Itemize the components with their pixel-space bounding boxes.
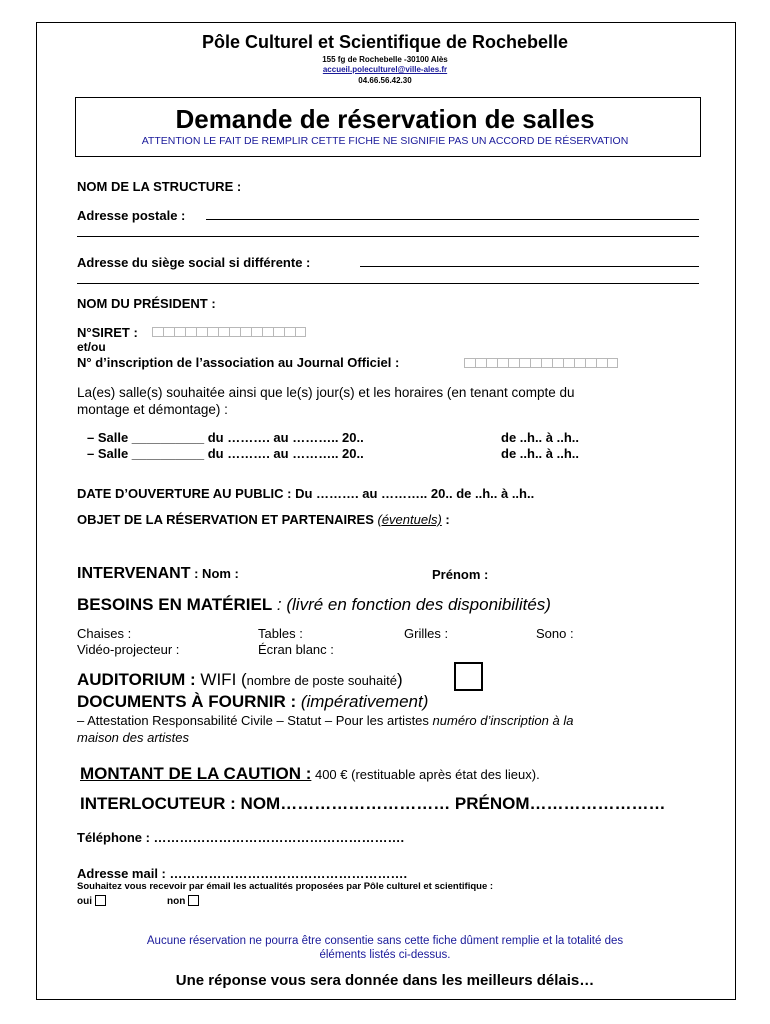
newsletter-question: Souhaitez vous recevoir par émail les actualités proposées par Pôle culturel et scientifique : <box>77 881 494 892</box>
salles-intro-line2: montage et démontage) : <box>77 402 228 417</box>
siege-address-field-line2[interactable] <box>77 283 699 284</box>
ouverture-public-label[interactable]: DATE D’OUVERTURE AU PUBLIC : Du ………. au ……….. 20.. de ..h.. à ..h.. <box>77 486 535 501</box>
interlocuteur-line[interactable]: INTERLOCUTEUR : NOM………………………… PRÉNOM…………………… <box>80 794 666 813</box>
tables-label: Tables : <box>258 626 303 641</box>
documents-list-line2: maison des artistes <box>77 730 189 745</box>
ecran-blanc-label: Écran blanc : <box>258 642 334 657</box>
caution-line: MONTANT DE LA CAUTION : 400 € (restituable après état des lieux). <box>80 764 540 783</box>
form-frame <box>36 22 736 1000</box>
org-name: Pôle Culturel et Scientifique de Rochebelle <box>201 32 569 52</box>
postal-address-field[interactable] <box>206 219 699 220</box>
president-label: NOM DU PRÉSIDENT : <box>77 296 216 311</box>
page-title: Demande de réservation de salles <box>175 104 595 134</box>
newsletter-non-checkbox[interactable] <box>188 895 199 906</box>
sono-label: Sono : <box>536 626 574 641</box>
journal-officiel-field[interactable] <box>464 358 618 368</box>
salle-row-1[interactable]: – Salle __________ du ………. au ……….. 20.. <box>87 430 364 445</box>
salle-row-2[interactable]: – Salle __________ du ………. au ……….. 20.. <box>87 446 364 461</box>
salle-row-1-time[interactable]: de ..h.. à ..h.. <box>501 430 580 445</box>
siege-address-field[interactable] <box>360 266 699 267</box>
salle-row-2-time[interactable]: de ..h.. à ..h.. <box>501 446 580 461</box>
journal-officiel-label: N° d’inscription de l’association au Journal Officiel : <box>77 355 400 370</box>
video-projecteur-label: Vidéo-projecteur : <box>77 642 180 657</box>
auditorium-heading: AUDITORIUM : WIFI (nombre de poste souhaité) <box>77 670 403 689</box>
grilles-label: Grilles : <box>404 626 449 641</box>
siret-label: N°SIRET : <box>77 325 138 340</box>
footer-reply: Une réponse vous sera donnée dans les meilleurs délais… <box>175 972 595 989</box>
salles-intro-line1: La(es) salle(s) souhaitée ainsi que le(s) jour(s) et les horaires (en tenant compte du <box>77 385 575 400</box>
structure-label: NOM DE LA STRUCTURE : <box>77 179 242 194</box>
telephone-field[interactable]: Téléphone : …………………………………………………. <box>77 830 405 845</box>
documents-heading: DOCUMENTS À FOURNIR : (impérativement) <box>77 692 429 711</box>
postal-address-field-line2[interactable] <box>77 236 699 237</box>
intervenant-label: INTERVENANT : Nom : <box>77 565 239 582</box>
newsletter-non: non <box>167 895 199 907</box>
footer-notice-line2: éléments listés ci-dessus. <box>319 949 451 961</box>
postal-address-label: Adresse postale : <box>77 208 186 223</box>
org-email-link[interactable]: accueil.poleculturel@ville-ales.fr <box>322 65 448 74</box>
email-field[interactable]: Adresse mail : ………………………………………………. <box>77 866 408 881</box>
footer-notice-line1: Aucune réservation ne pourra être consentie sans cette fiche dûment remplie et la totalité des <box>146 935 624 947</box>
documents-list-line1: – Attestation Responsabilité Civile – Statut – Pour les artistes numéro d’inscription à la <box>77 713 574 728</box>
siege-address-label: Adresse du siège social si différente : <box>77 255 311 270</box>
materiel-heading: BESOINS EN MATÉRIEL : (livré en fonction des disponibilités) <box>77 595 551 614</box>
newsletter-oui-checkbox[interactable] <box>95 895 106 906</box>
newsletter-oui: oui <box>77 895 106 907</box>
chaises-label: Chaises : <box>77 626 132 641</box>
wifi-count-box[interactable] <box>454 662 483 691</box>
siret-field[interactable] <box>152 327 306 337</box>
objet-label: OBJET DE LA RÉSERVATION ET PARTENAIRES (éventuels) : <box>77 512 450 527</box>
org-address: 155 fg de Rochebelle -30100 Alès <box>322 55 448 64</box>
etou-label: et/ou <box>77 340 106 354</box>
intervenant-prenom-label: Prénom : <box>432 567 489 582</box>
org-phone: 04.66.56.42.30 <box>358 76 412 85</box>
warning-notice: ATTENTION LE FAIT DE REMPLIR CETTE FICHE NE SIGNIFIE PAS UN ACCORD DE RÉSERVATION <box>141 135 629 147</box>
